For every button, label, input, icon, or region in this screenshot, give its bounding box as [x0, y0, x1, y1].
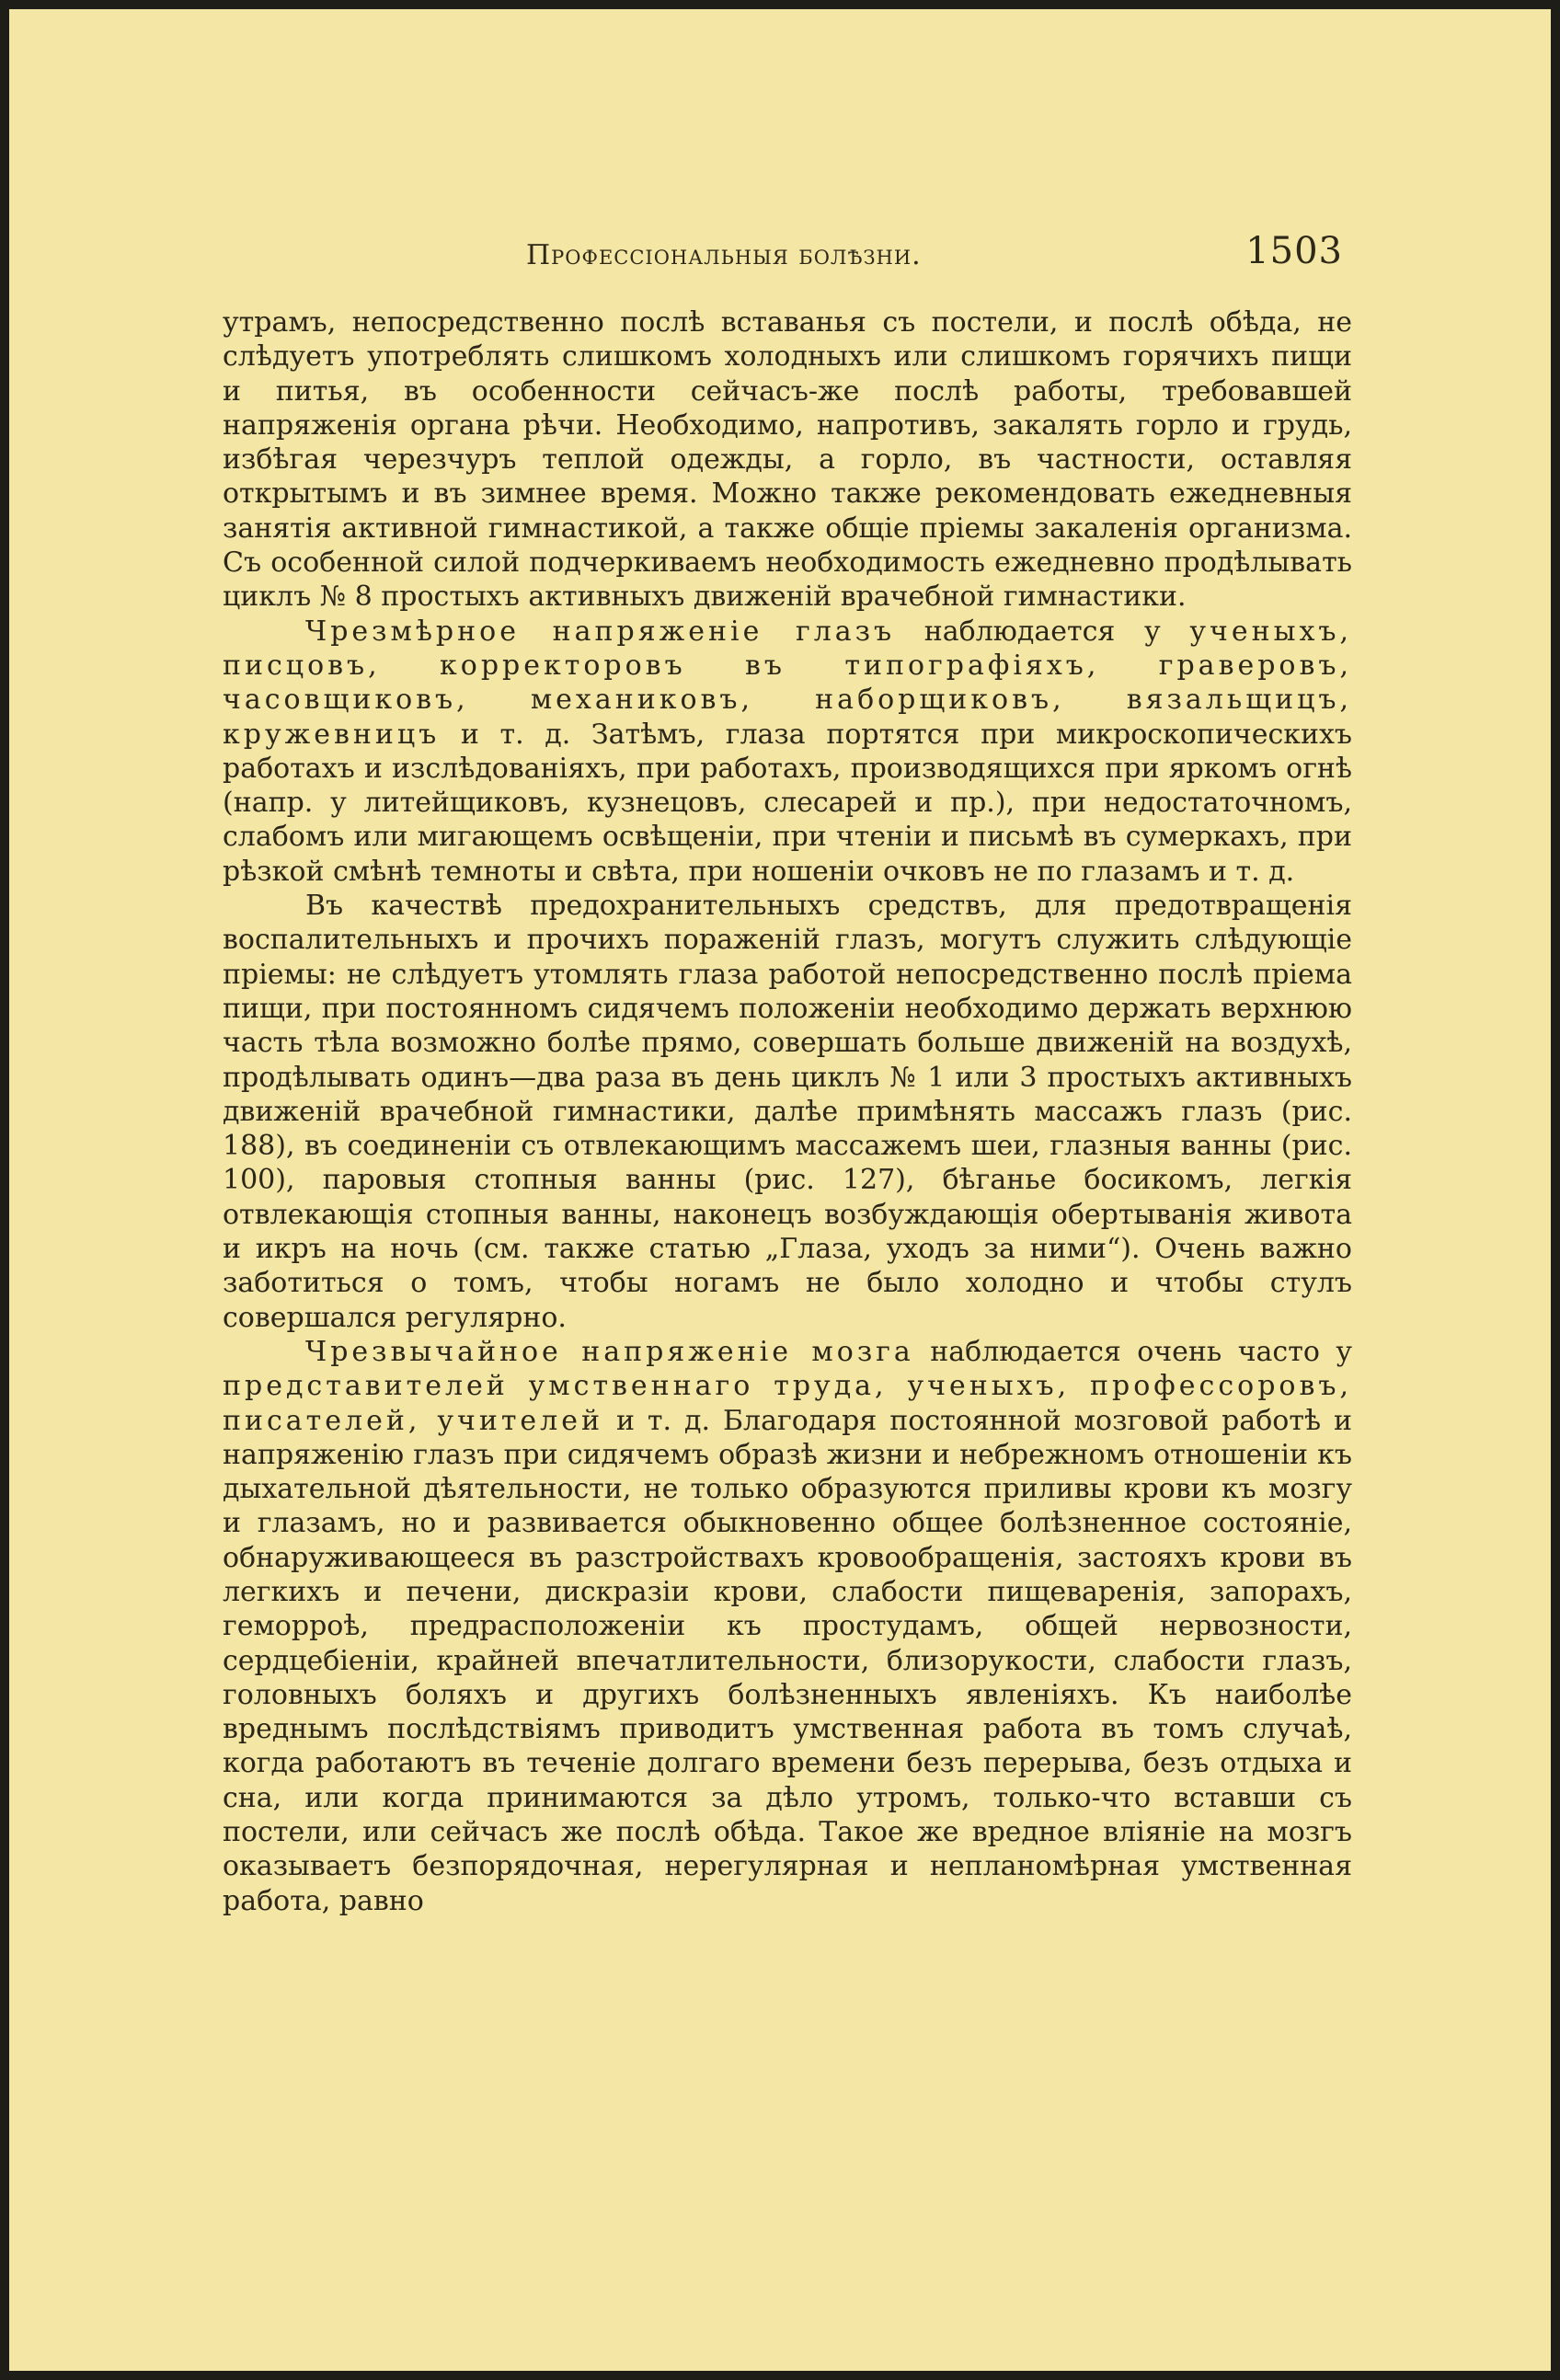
paragraph-2-mid: наблюдается у: [895, 615, 1190, 648]
paragraph-4-rest: и т. д. Благодаря постоянной мозговой работѣ и напряженiю глазъ при сидячемъ образѣ жизни и небрежномъ отношенiи къ дыхательной дѣятельности, не только образуются приливы крови къ мозгу и глазамъ, но и развивается обыкновенно общее болѣзненное состоянiе, обнаруживающееся въ разстройствахъ кровообращенiя, застояхъ крови въ легкихъ и печени, дискразiи крови, слабости пищеваренiя, запорахъ, геморроѣ, предрасположенiи къ простудамъ, общей нервозности, сердцебiенiи, крайней впечатлительности, близорукости, слабости глазъ, головныхъ боляхъ и другихъ болѣзненныхъ явленiяхъ. Къ наиболѣе вреднымъ послѣдствiямъ приводитъ умственная работа въ томъ случаѣ, когда работаютъ въ теченiе долгаго времени безъ перерыва, безъ отдыха и сна, или когда принимаются за дѣло утромъ, только-что вставши съ постели, или сейчасъ же послѣ обѣда. Такое же вредное влiянiе на мозгъ оказываетъ безпорядочная, нерегулярная и непланомѣрная умственная работа, равно: [223, 1404, 1352, 1917]
paragraph-2-rest: и т. д. Затѣмъ, глаза портятся при микроскопическихъ работахъ и изслѣдованiяхъ, при работахъ, производящихся при яркомъ огнѣ (напр. у литейщиковъ, кузнецовъ, слесарей и пр.), при недостаточномъ, слабомъ или мигающемъ освѣщенiи, при чтенiи и письмѣ въ сумеркахъ, при рѣзкой смѣнѣ темноты и свѣта, при ношенiи очковъ не по глазамъ и т. д.: [223, 718, 1352, 888]
body-text: [223, 305, 1352, 1918]
book-page: [9, 9, 1551, 2371]
running-title: Профессiональныя болѣзни.: [526, 239, 922, 271]
paragraph-1-text: утрамъ, непосредственно послѣ вставанья съ постели, и послѣ обѣда, не слѣдуетъ употреблять слишкомъ холодныхъ или слишкомъ горячихъ пищи и питья, въ особенности сейчасъ-же послѣ работы, требовавшей напряженiя органа рѣчи. Необходимо, напротивъ, закалять горло и грудь, избѣгая черезчуръ теплой одежды, а горло, въ частности, оставляя открытымъ и въ зимнее время. Можно также рекомендовать ежедневныя занятiя активной гимнастикой, а также общiе прiемы закаленiя организма. Съ особенной силой подчеркиваемъ необходимость ежедневно продѣлывать циклъ № 8 простыхъ активныхъ движенiй врачебной гимнастики.: [223, 306, 1352, 614]
paragraph-4-spaced: представителей умственнаго труда, ученыхъ, профессоровъ, писателей, учителей: [223, 1370, 1352, 1437]
paragraph-4-lead: Чрезвычайное напряженiе мозга: [305, 1335, 914, 1368]
paragraph-1: [223, 305, 1352, 615]
paragraph-4-mid: наблюдается очень часто у: [913, 1335, 1353, 1368]
paragraph-3-text: Въ качествѣ предохранительныхъ средствъ, для предотвращенiя воспалительныхъ и прочихъ пораженiй глазъ, могутъ служить слѣдующiе прiемы: не слѣдуетъ утомлять глаза работой непосредственно послѣ прiема пищи, при постоянномъ сидячемъ положенiи необходимо держать верхнюю часть тѣла возможно болѣе прямо, совершать больше движенiй на воздухѣ, продѣлывать одинъ—два раза въ день циклъ № 1 или 3 простыхъ активныхъ движенiй врачебной гимнастики, далѣе примѣнять массажъ глазъ (рис. 188), въ соединенiи съ отвлекающимъ массажемъ шеи, глазныя ванны (рис. 100), паровыя стопныя ванны (рис. 127), бѣганье босикомъ, легкiя отвлекающiя стопныя ванны, наконецъ возбуждающiя обертыванiя живота и икръ на ночь (см. также статью „Глаза, уходъ за ними“). Очень важно заботиться о томъ, чтобы ногамъ не было холодно и чтобы стулъ совершался регулярно.: [223, 890, 1352, 1334]
paragraph-4: [223, 1335, 1352, 1918]
paragraph-3: [223, 889, 1352, 1335]
paragraph-2-spaced: ученыхъ, писцовъ, корректоровъ въ типографiяхъ, граверовъ, часовщиковъ, механиковъ, наборщиковъ, вязальщицъ, кружевницъ: [223, 615, 1352, 751]
paragraph-2-lead: Чрезмѣрное напряженiе глазъ: [305, 615, 896, 648]
page-number: 1503: [1245, 230, 1343, 272]
paragraph-2: [223, 615, 1352, 889]
page-header: [223, 223, 1352, 287]
